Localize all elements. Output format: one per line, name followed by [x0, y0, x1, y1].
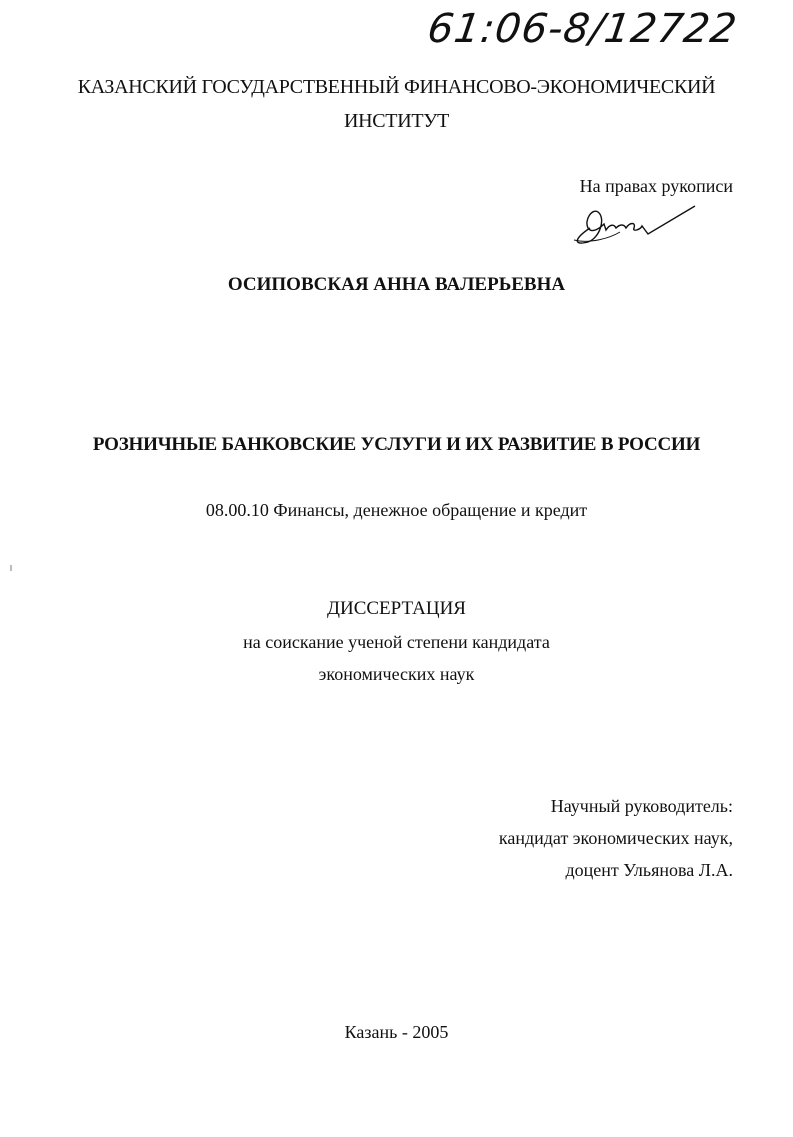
scan-artifact — [10, 565, 12, 571]
supervisor-degree: кандидат экономических наук, — [498, 828, 733, 848]
degree-line-2: экономических наук — [318, 664, 475, 684]
institution-line-1: КАЗАНСКИЙ ГОСУДАРСТВЕННЫЙ ФИНАНСОВО-ЭКОНОМИЧЕСКИЙ — [77, 76, 716, 98]
specialty-code: 08.00.10 Финансы, денежное обращение и кредит — [205, 500, 588, 520]
institution-line-2: ИНСТИТУТ — [343, 110, 450, 132]
signature-icon — [570, 198, 710, 248]
work-type-heading: ДИССЕРТАЦИЯ — [327, 598, 466, 619]
author-name: ОСИПОВСКАЯ АННА ВАЛЕРЬЕВНА — [227, 274, 566, 295]
dissertation-title: РОЗНИЧНЫЕ БАНКОВСКИЕ УСЛУГИ И ИХ РАЗВИТИЕ В РОССИИ — [92, 434, 701, 455]
degree-line-1: на соискание ученой степени кандидата — [243, 632, 550, 652]
supervisor-name: доцент Ульянова Л.А. — [565, 860, 733, 880]
handwritten-archive-number: 61:06-8/12722 — [424, 6, 741, 52]
manuscript-rights-label: На правах рукописи — [579, 176, 733, 196]
city-year: Казань - 2005 — [344, 1022, 449, 1042]
supervisor-label: Научный руководитель: — [550, 796, 733, 816]
